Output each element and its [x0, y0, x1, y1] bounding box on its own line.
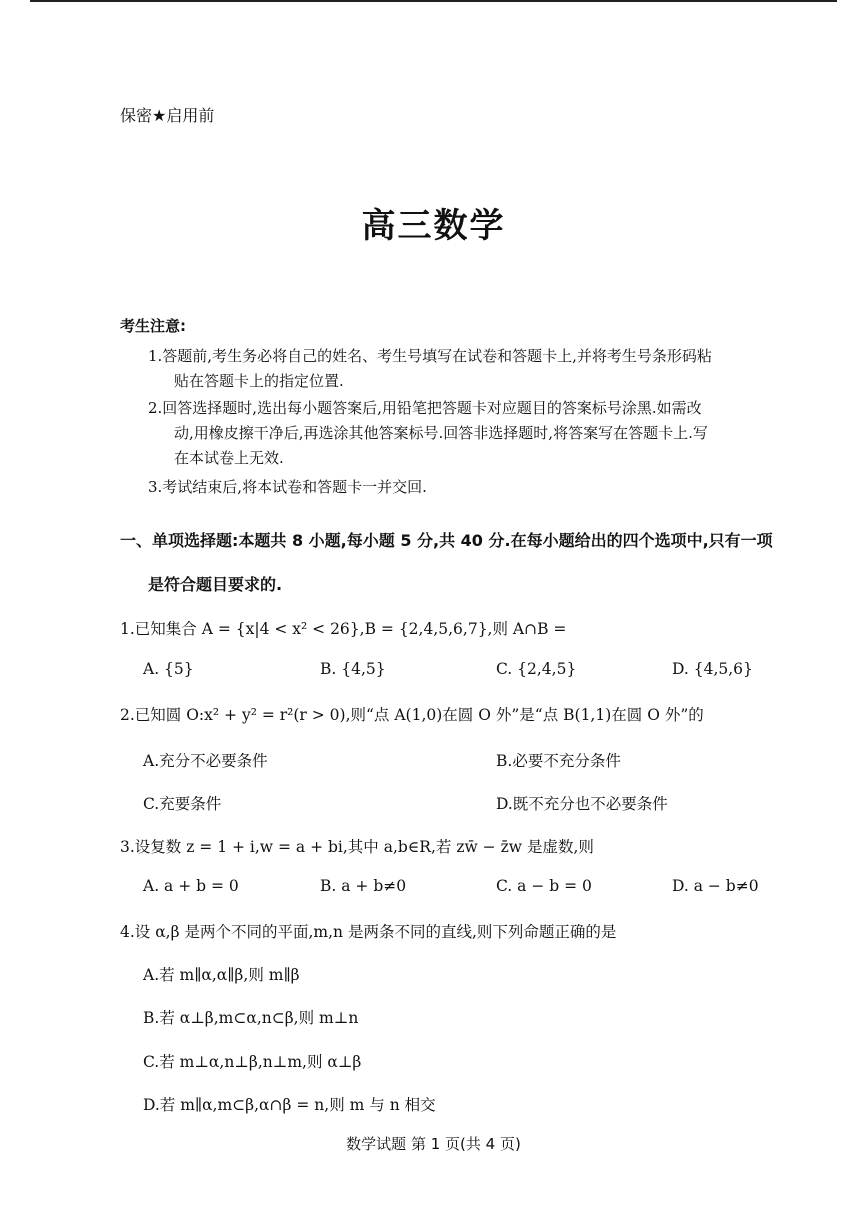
option: B.若 α⊥β,m⊂α,n⊂β,则 m⊥n	[143, 1009, 359, 1027]
option: A. {5}	[143, 660, 194, 678]
notice-line: 在本试卷上无效.	[174, 449, 284, 467]
section-heading: 一、单项选择题:本题共 8 小题,每小题 5 分,共 40 分.在每小题给出的四个选项中,只有一项	[120, 531, 773, 550]
option: C.若 m⊥α,n⊥β,n⊥m,则 α⊥β	[143, 1053, 362, 1071]
section-heading-cont: 是符合题目要求的.	[148, 575, 283, 594]
question-stem: 4.设 α,β 是两个不同的平面,m,n 是两条不同的直线,则下列命题正确的是	[120, 923, 617, 941]
option: C. a − b = 0	[496, 877, 592, 895]
option: A.充分不必要条件	[143, 752, 268, 770]
option: D.既不充分也不必要条件	[496, 795, 668, 813]
notice-line: 贴在答题卡上的指定位置.	[174, 372, 344, 390]
option: D. {4,5,6}	[672, 660, 753, 678]
notice-line: 3.考试结束后,将本试卷和答题卡一并交回.	[148, 478, 427, 496]
top-rule	[30, 0, 837, 2]
option: A. a + b = 0	[143, 877, 239, 895]
option: D. a − b≠0	[672, 877, 759, 895]
option: B. {4,5}	[320, 660, 386, 678]
option: A.若 m∥α,α∥β,则 m∥β	[143, 966, 300, 984]
option: C.充要条件	[143, 795, 222, 813]
notice-heading: 考生注意:	[120, 317, 186, 335]
page-title: 高三数学	[361, 206, 506, 246]
notice-line: 2.回答选择题时,选出每小题答案后,用铅笔把答题卡对应题目的答案标号涂黑.如需改	[148, 399, 702, 417]
page-footer: 数学试题 第 1 页(共 4 页)	[346, 1135, 521, 1153]
option: C. {2,4,5}	[496, 660, 577, 678]
option: D.若 m∥α,m⊂β,α∩β = n,则 m 与 n 相交	[143, 1096, 436, 1114]
confidential-label: 保密★启用前	[120, 106, 215, 125]
option: B. a + b≠0	[320, 877, 407, 895]
question-stem: 1.已知集合 A = {x|4 < x² < 26},B = {2,4,5,6,7},则 A∩B =	[120, 620, 567, 638]
notice-line: 1.答题前,考生务必将自己的姓名、考生号填写在试卷和答题卡上,并将考生号条形码粘	[148, 347, 712, 365]
question-stem: 3.设复数 z = 1 + i,w = a + bi,其中 a,b∈R,若 zw̄ − z̄w 是虚数,则	[120, 838, 594, 856]
question-stem: 2.已知圆 O:x² + y² = r²(r > 0),则“点 A(1,0)在圆 O 外”是“点 B(1,1)在圆 O 外”的	[120, 706, 704, 724]
option: B.必要不充分条件	[496, 752, 621, 770]
notice-line: 动,用橡皮擦干净后,再选涂其他答案标号.回答非选择题时,将答案写在答题卡上.写	[174, 424, 708, 442]
